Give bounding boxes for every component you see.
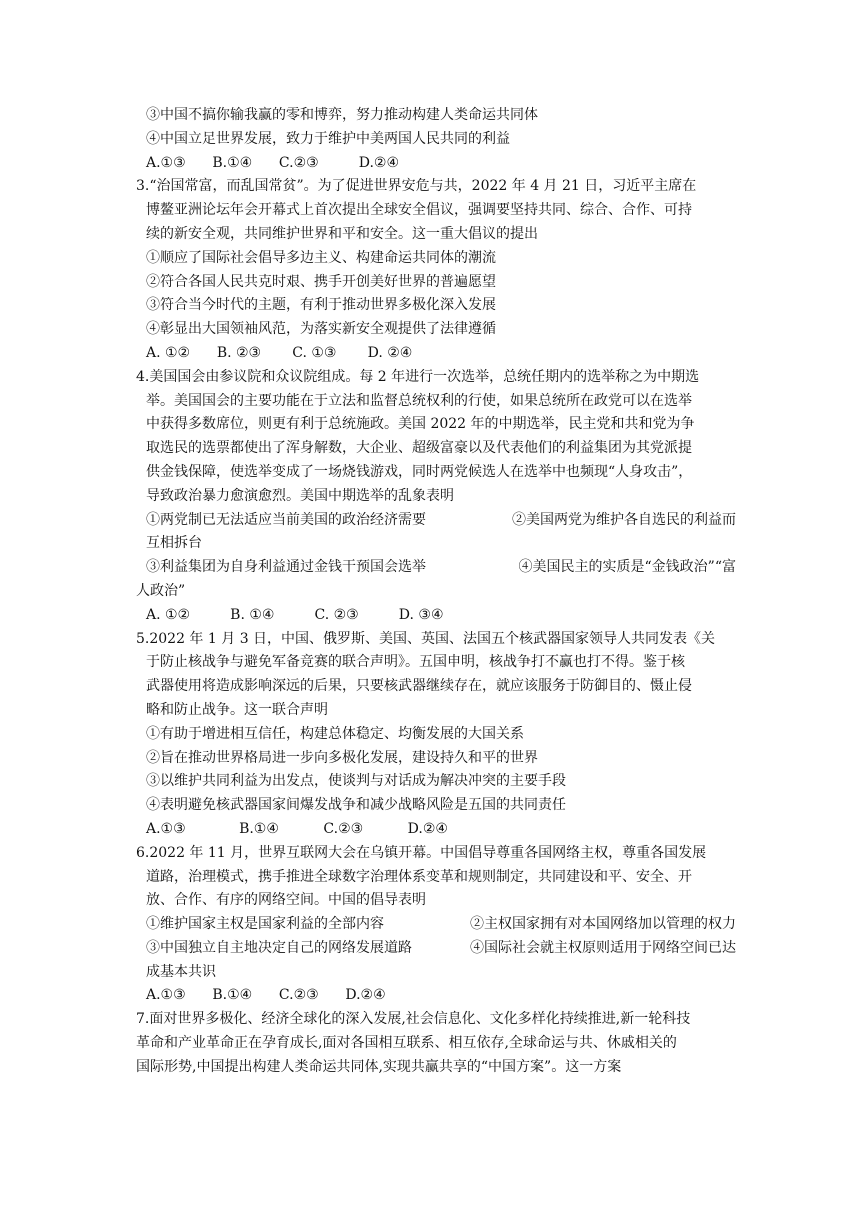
question-2-tail [136,104,736,175]
q2-option-4: ④中国立足世界发展，致力于维护中美两国人民共同的利益 [146,130,510,147]
q4-option-2: ②美国两党为维护各自选民的利益而 [512,511,736,528]
q4-stem-line-2: 举。美国国会的主要功能在于立法和监督总统权利的行使，如果总统所在政党可以在选举 [146,392,692,409]
q4-stem-line-3: 中获得多数席位，则更有利于总统施政。美国 2022 年的中期选举，民主党和共和党为争 [146,416,695,433]
question-7 [136,1008,736,1079]
q6-option-2: ②主权国家拥有对本国网络加以管理的权力 [470,916,736,933]
q6-stem-line-2: 道路，治理模式，携手推进全球数字治理体系变革和规则制定，共同建设和平、安全、开 [146,868,692,885]
q3-stem-line-2: 博鳌亚洲论坛年会开幕式上首次提出全球安全倡议，强调要坚持共同、综合、合作、可持 [146,202,692,219]
q4-option-2-continued: 互相拆台 [146,535,202,552]
q4-option-4: ④美国民主的实质是“金钱政治”“富 [518,559,736,576]
q3-option-3: ③符合当今时代的主题，有利于推动世界多极化深入发展 [146,297,496,314]
question-4 [136,366,736,628]
question-5 [136,628,736,842]
q6-stem-line-1: 6.2022 年 11 月，世界互联网大会在乌镇开幕。中国倡导尊重各国网络主权，尊重各国发展 [136,844,707,861]
exam-content [136,104,736,1080]
q3-answer-choices: A. ①② B. ②③ C. ①③ D. ②④ [146,344,413,361]
q3-option-4: ④彰显出大国领袖风范，为落实新安全观提供了法律遵循 [146,321,496,338]
q6-option-1: ①维护国家主权是国家利益的全部内容 [146,916,384,933]
q5-stem-line-4: 略和防止战争。这一联合声明 [146,701,328,718]
q4-option-3: ③利益集团为自身利益通过金钱干预国会选举 [146,559,426,576]
q3-option-2: ②符合各国人民共克时艰、携手开创美好世界的普遍愿望 [146,273,496,290]
question-3 [136,175,736,365]
q4-stem-line-1: 4.美国国会由参议院和众议院组成。每 2 年进行一次选举，总统任期内的选举称之为中期选 [136,368,700,385]
q5-answer-choices: A.①③ B.①④ C.②③ D.②④ [146,820,448,837]
q2-option-3: ③中国不搞你输我赢的零和博弈，努力推动构建人类命运共同体 [146,107,538,123]
q4-option-1: ①两党制已无法适应当前美国的政治经济需要 [146,511,426,528]
q5-stem-line-3: 武器使用将造成影响深远的后果，只要核武器继续存在，就应该服务于防御目的、慑止侵 [146,678,692,695]
q4-options-row-2 [136,556,736,580]
q5-stem-line-1: 5.2022 年 1 月 3 日，中国、俄罗斯、美国、英国、法国五个核武器国家领导人共同发表《关 [136,630,716,647]
q2-answer-choices: A.①③ B.①④ C.②③ D.②④ [146,154,399,171]
q6-option-4-continued: 成基本共识 [146,963,216,980]
q5-stem-line-2: 于防止核战争与避免军备竞赛的联合声明》。五国申明，核战争打不赢也打不得。鉴于核 [146,654,685,671]
q3-option-1: ①顺应了国际社会倡导多边主义、构建命运共同体的潮流 [146,249,496,266]
q5-option-2: ②旨在推动世界格局进一步向多极化发展，建设持久和平的世界 [146,749,538,766]
q3-stem-line-3: 续的新安全观，共同维护世界和平和安全。这一重大倡议的提出 [146,225,538,242]
q4-answer-choices: A. ①② B. ①④ C. ②③ D. ③④ [146,606,444,623]
q6-options-row-2 [136,937,736,961]
q7-stem-line-3: 国际形势,中国提出构建人类命运共同体,实现共赢共享的“中国方案”。这一方案 [136,1058,622,1075]
q6-answer-choices: A.①③ B.①④ C.②③ D.②④ [146,987,386,1004]
q6-option-3: ③中国独立自主地决定自己的网络发展道路 [146,939,412,956]
q4-options-row-1 [136,509,736,533]
q4-stem-line-4: 取选民的选票都使出了浑身解数，大企业、超级富豪以及代表他们的利益集团为其党派提 [146,440,692,457]
q5-option-1: ①有助于增进相互信任，构建总体稳定、均衡发展的大国关系 [146,725,524,742]
q6-options-row-1 [136,913,736,937]
question-6 [136,842,736,1009]
q5-option-4: ④表明避免核武器国家间爆发战争和减少战略风险是五国的共同责任 [146,797,566,814]
q6-stem-line-3: 放、合作、有序的网络空间。中国的倡导表明 [146,892,426,909]
q7-stem-line-2: 革命和产业革命正在孕育成长,面对各国相互联系、相互依存,全球命运与共、休戚相关的 [136,1035,677,1052]
q4-stem-line-5: 供金钱保障，使选举变成了一场烧钱游戏，同时两党候选人在选举中也频现“人身攻击”， [146,463,693,480]
q3-stem-line-1: 3.“治国常富，而乱国常贫”。为了促进世界安危与共，2022 年 4 月 21 日，习近平主席在 [136,178,697,195]
q5-option-3: ③以维护共同利益为出发点，使谈判与对话成为解决冲突的主要手段 [146,773,566,790]
q4-stem-line-6: 导致政治暴力愈演愈烈。美国中期选举的乱象表明 [146,487,454,504]
q7-stem-line-1: 7.面对世界多极化、经济全球化的深入发展,社会信息化、文化多样化持续推进,新一轮科技 [136,1011,691,1028]
q4-option-4-continued: 人政治” [136,582,186,599]
q6-option-4: ④国际社会就主权原则适用于网络空间已达 [470,939,736,956]
